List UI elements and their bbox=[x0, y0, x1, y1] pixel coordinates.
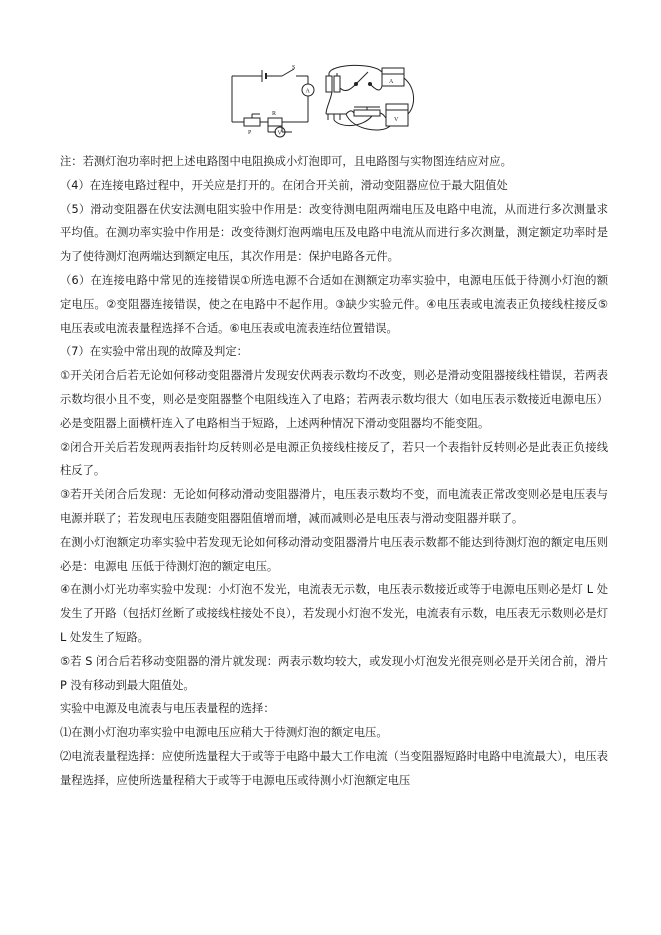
apparatus-voltmeter-label: V bbox=[394, 117, 399, 123]
switch-label: S bbox=[292, 65, 296, 71]
fault-item-3: ③若开关闭合后发现：无论如何移动滑动变阻器滑片，电压表示数均不变，而电流表正常改变则必是电压表与电源并联了；若发现电压表随变阻器阻值增而增，减而减则必是电压表与滑动变阻器并联了。 bbox=[60, 488, 608, 525]
range-item-2: ⑵电流表量程选择：应使所选量程大于或等于电路中最大工作电流（当变阻器短路时电路中电流最大），电压表量程选择，应使所选量程稍大于或等于电源电压或待测小灯泡额定电压 bbox=[60, 749, 608, 787]
slider-label: P bbox=[248, 130, 252, 136]
range-selection-heading: 实验中电源及电流表与电压表量程的选择： bbox=[60, 702, 275, 716]
fault-item-5: ⑤若 S 闭合后若移动变阻器的滑片就发现：两表示数均较大，或发现小灯泡发光很亮则必是开关闭合前，滑片 P 没有移动到最大阻值处。 bbox=[60, 654, 608, 692]
fault-item-2: ②闭合开关后若发现两表指针均反转则必是电源正负接线柱接反了，若只一个表指针反转则必是此表正负接线柱反了。 bbox=[60, 440, 608, 478]
ammeter-label: A bbox=[305, 88, 310, 95]
circuit-figure bbox=[222, 58, 422, 150]
fault-item-3-extra: 在测小灯泡额定功率实验中若发现无论如何移动滑动变阻器滑片电压表示数都不能达到待测灯泡的额定电压则必是：电源电 压低于待测灯泡的额定电压。 bbox=[60, 535, 608, 573]
paragraph-4: （4）在连接电路过程中，开关应是打开的。在闭合开关前，滑动变阻器应位于最大阻值处 bbox=[60, 178, 508, 192]
fault-item-4: ④在测小灯光功率实验中发现：小灯泡不发光，电流表无示数，电压表示数接近或等于电源电压则必是灯 L 处发生了开路（包括灯丝断了或接线柱接处不良），若发现小灯泡不发光，电流表有示数，电压表无示数则必是灯 L 处发生了短路。 bbox=[60, 583, 608, 644]
paragraph-7-heading: （7）在实验中常出现的故障及判定： bbox=[60, 345, 248, 359]
voltmeter-label: V bbox=[277, 130, 282, 137]
paragraph-5: （5）滑动变阻器在伏安法测电阻实验中作用是：改变待测电阻两端电压及电路中电流，从而进行多次测量求平均值。在测功率实验中作用是：改变待测灯泡两端电压及电路中电流从而进行多次测量，测定额定功率时是为了使待测灯泡两端达到额定电压，其次作用是：保护电路各元件。 bbox=[60, 202, 608, 264]
document-body bbox=[60, 150, 608, 793]
apparatus-ammeter-label: A bbox=[389, 79, 394, 85]
note-paragraph: 注：若测灯泡功率时把上述电路图中电阻换成小灯泡即可，且电路图与实物图连结应对应。 bbox=[60, 155, 512, 168]
paragraph-6: （6）在连接电路中常见的连接错误①所选电源不合适如在测额定功率实验中，电源电压低于待测小灯泡的额定电压。②变阻器连接错误，使之在电路中不起作用。③缺少实验元件。④电压表或电流表正负接线柱接反⑤电压表或电流表量程选择不合适。⑥电压表或电流表连结位置错误。 bbox=[60, 273, 608, 335]
circuit-diagram bbox=[222, 58, 422, 150]
fault-item-1: ①开关闭合后若无论如何移动变阻器滑片发现安伏两表示数均不改变，则必是滑动变阻器接线柱错误，若两表示数均很小且不变，则必是变阻器整个电阻线连入了电路；若两表示数均很大（如电压表示数接近电源电压）必是变阻器上面横杆连入了电路相当于短路，上述两种情况下滑动变阻器均不能变阻。 bbox=[60, 369, 608, 430]
resistor-label: R bbox=[272, 111, 277, 117]
range-item-1: ⑴在测小灯泡功率实验中电源电压应稍大于待测灯泡的额定电压。 bbox=[60, 726, 388, 740]
